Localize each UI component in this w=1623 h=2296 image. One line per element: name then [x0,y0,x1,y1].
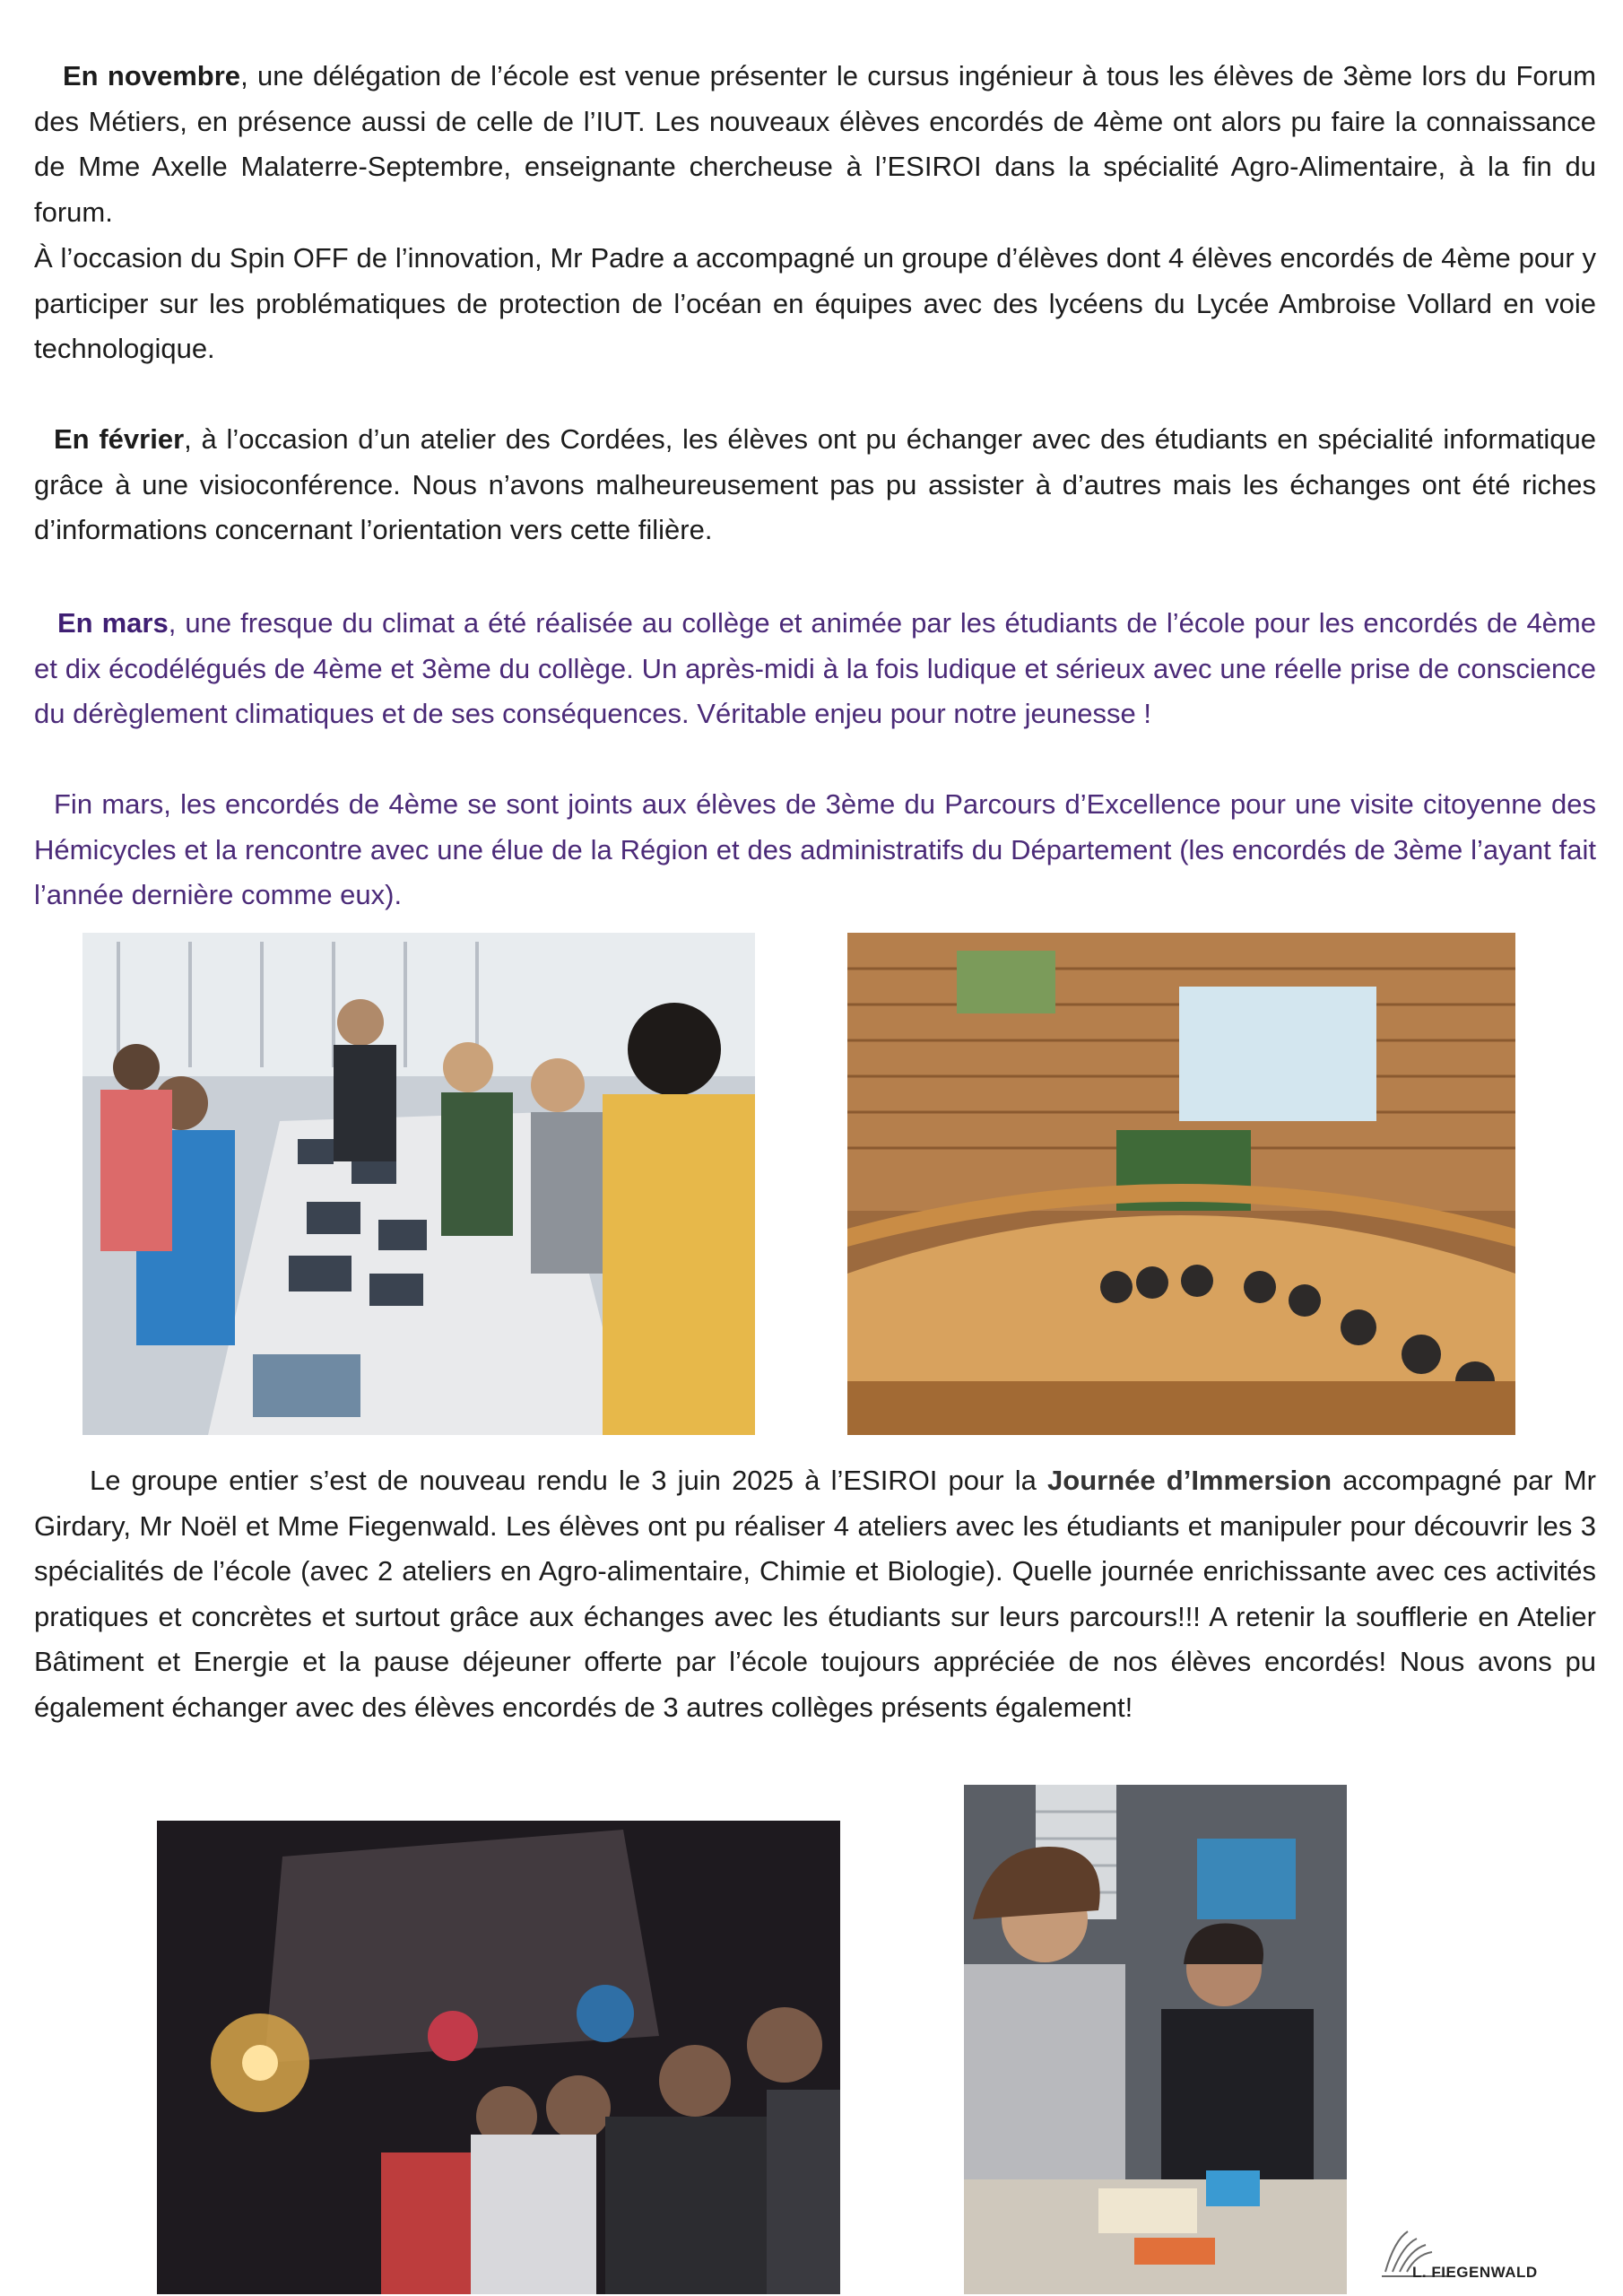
paragraph-highlight-journee-immersion: Journée d’Immersion [1047,1465,1332,1496]
photo-wind-tunnel-workshop [157,1821,840,2294]
photo-model-workshop [964,1785,1347,2294]
signature-name: L. FIEGENWALD [1412,2264,1538,2281]
paragraph-june-immersion [34,1458,1596,1731]
paragraph-text-march: , une fresque du climat a été réalisée au collège et animée par les étudiants de l’école pour les encordés de 4ème et dix écodélégués de 4ème et 3ème du collège. Un après-midi à la fois ludique et sérieux avec une réelle prise de conscience du dérèglement climatiques et de ses conséquences. Véritable enjeu pour notre jeunesse ! [34,607,1596,730]
paragraph-text-june-after: accompagné par Mr Girdary, Mr Noël et Mme Fiegenwald. Les élèves ont pu réaliser 4 ateliers avec les étudiants et manipuler pour découvrir les 3 spécialités de l’école (avec 2 ateliers en Agro-alimentaire, Chimie et Biologie). Quelle journée enrichissante avec ces activités pratiques et concrètes et surtout grâce aux échanges avec les étudiants sur leurs parcours!!! A retenir la soufflerie en Atelier Bâtiment et Energie et la pause déjeuner offerte par l’école toujours appréciée de nos élèves encordés! Nous avons pu également échanger avec des élèves encordés de 3 autres collèges présents également! [34,1465,1596,1723]
paragraph-november [34,54,1596,235]
paragraph-lead-february: En février [54,423,185,455]
paragraph-text-november: , une délégation de l’école est venue présenter le cursus ingénieur à tous les élèves de 3ème lors du Forum des Métiers, en présence aussi de celle de l’IUT. Les nouveaux élèves encordés de 4ème ont alors pu faire la connaissance de Mme Axelle Malaterre-Septembre, enseignante chercheuse à l’ESIROI dans la spécialité Agro-Alimentaire, à la fin du forum. [34,60,1597,228]
paragraph-end-march: Fin mars, les encordés de 4ème se sont joints aux élèves de 3ème du Parcours d’Excellence pour une visite citoyenne des Hémicycles et la rencontre avec une élue de la Région et des administratifs du Département (les encordés de 3ème l’ayant fait l’année dernière comme eux). [34,788,1596,911]
photo-hemicycle-visit [847,933,1515,1435]
paragraph-text-june-before: Le groupe entier s’est de nouveau rendu le 3 juin 2025 à l’ESIROI pour la [90,1465,1048,1496]
paragraph-text-february: , à l’occasion d’un atelier des Cordées, les élèves ont pu échanger avec des étudiants en spécialité informatique grâce à une visioconférence. Nous n’avons malheureusement pas pu assister à d’autres mais les échanges ont été riches d’informations concernant l’orientation vers cette filière. [34,423,1597,546]
paragraph-lead-march: En mars [57,607,169,639]
paragraph-march [34,601,1596,737]
paragraph-february [34,417,1596,553]
paragraph-spin-off: À l’occasion du Spin OFF de l’innovation, Mr Padre a accompagné un groupe d’élèves dont 4 élèves encordés de 4ème pour y participer sur les problématiques de protection de l’océan en équipes avec des lycéens du Lycée Ambroise Vollard en voie technologique. [34,242,1596,365]
paragraph-lead-november: En novembre [63,60,241,91]
photo-climate-fresco [82,933,755,1435]
